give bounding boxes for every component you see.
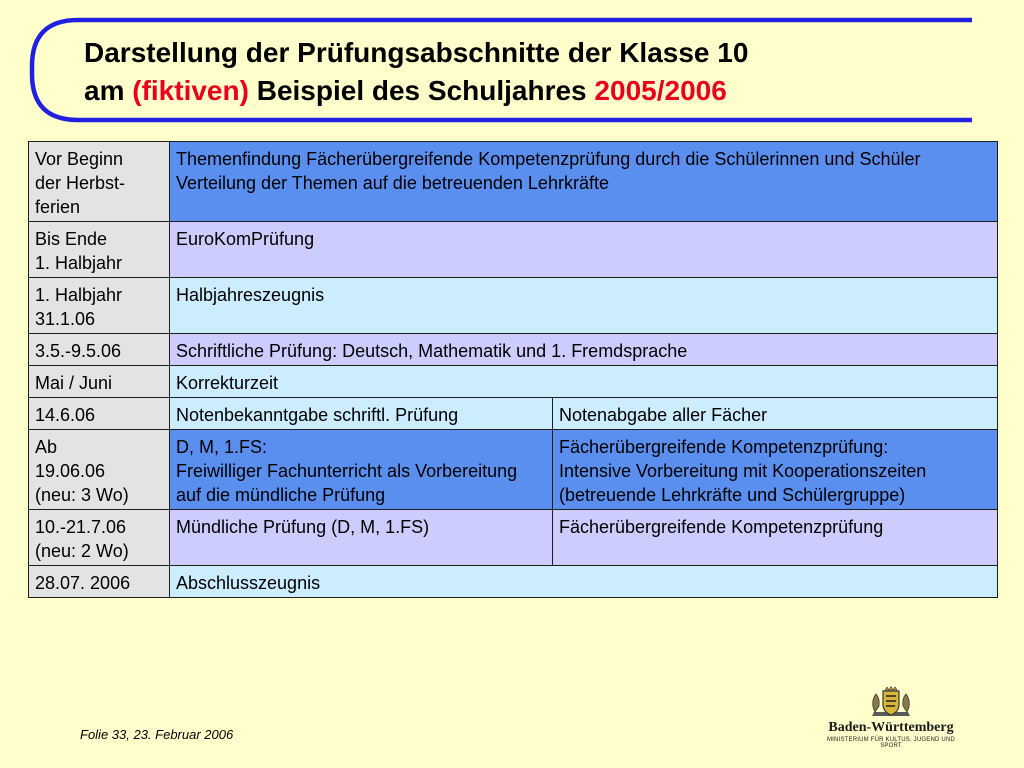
date-line: 1. Halbjahr (35, 253, 123, 273)
activity-cell (170, 278, 998, 334)
table-row (29, 510, 998, 566)
activity-cell (170, 430, 553, 510)
logo-subtitle: MINISTERIUM FÜR KULTUS, JUGEND UND SPORT (826, 737, 956, 749)
activity-cell (170, 510, 553, 566)
date-line: Bis Ende (35, 229, 108, 249)
date-cell (29, 142, 170, 222)
date-line: 10.-21.7.06 (35, 517, 127, 537)
activity-line: EuroKomPrüfung (176, 229, 315, 249)
date-line: Vor Beginn (35, 149, 124, 169)
title-year: 2005/2006 (594, 75, 727, 106)
table-row (29, 366, 998, 398)
date-cell (29, 366, 170, 398)
logo-name: Baden-Württemberg (828, 720, 954, 735)
activity-cell (170, 222, 998, 278)
date-line: 31.1.06 (35, 309, 96, 329)
activity-cell (170, 142, 998, 222)
activity-line: Verteilung der Themen auf die betreuenden Lehrkräfte (176, 173, 609, 193)
date-line: (neu: 3 Wo) (35, 485, 129, 505)
activity-line: D, M, 1.FS: (176, 437, 268, 457)
activity-line: Schriftliche Prüfung: Deutsch, Mathematik und 1. Fremdsprache (176, 341, 688, 361)
title-text: Beispiel des Schuljahres (248, 75, 595, 106)
date-cell (29, 566, 170, 598)
date-line: ferien (35, 197, 81, 217)
activity-cell (170, 566, 998, 598)
date-line: 28.07. 2006 (35, 573, 131, 593)
table-row (29, 430, 998, 510)
date-line: 19.06.06 (35, 461, 106, 481)
activity-line: Abschlusszeugnis (176, 573, 321, 593)
ministry-logo (816, 686, 966, 749)
date-cell (29, 398, 170, 430)
activity-line: Themenfindung Fächerübergreifende Kompetenzprüfung durch die Schülerinnen und Schüler (176, 149, 921, 169)
table-row (29, 566, 998, 598)
title-line-1: Darstellung der Prüfungsabschnitte der Klasse 10 (84, 37, 749, 68)
schedule-table-body (29, 142, 998, 598)
schedule-table (28, 141, 998, 598)
activity-line: Intensive Vorbereitung mit Kooperationszeiten (betreuende Lehrkräfte und Schülergruppe) (559, 461, 927, 505)
activity-line: Halbjahreszeugnis (176, 285, 325, 305)
title-highlight: (fiktiven) (132, 75, 249, 106)
activity-cell (553, 398, 998, 430)
title-line-2 (84, 72, 964, 110)
date-line: 3.5.-9.5.06 (35, 341, 122, 361)
activity-line: Fächerübergreifende Kompetenzprüfung (559, 517, 884, 537)
date-cell (29, 222, 170, 278)
table-row (29, 142, 998, 222)
date-cell (29, 334, 170, 366)
page-title (84, 34, 964, 110)
activity-line: Mündliche Prüfung (D, M, 1.FS) (176, 517, 430, 537)
activity-cell (553, 430, 998, 510)
activity-line: Fächerübergreifende Kompetenzprüfung: (559, 437, 889, 457)
date-line: (neu: 2 Wo) (35, 541, 129, 561)
activity-line: Notenabgabe aller Fächer (559, 405, 768, 425)
date-line: Mai / Juni (35, 373, 113, 393)
activity-cell (170, 366, 998, 398)
activity-line: Korrekturzeit (176, 373, 279, 393)
date-cell (29, 278, 170, 334)
coat-of-arms-icon (866, 686, 916, 720)
activity-cell (553, 510, 998, 566)
activity-cell (170, 398, 553, 430)
table-row (29, 398, 998, 430)
date-line: 14.6.06 (35, 405, 96, 425)
activity-cell (170, 334, 998, 366)
date-line: Ab (35, 437, 58, 457)
table-row (29, 222, 998, 278)
table-row (29, 334, 998, 366)
activity-line: Freiwilliger Fachunterricht als Vorbereitung auf die mündliche Prüfung (176, 461, 518, 505)
date-line: 1. Halbjahr (35, 285, 123, 305)
table-row (29, 278, 998, 334)
date-cell (29, 510, 170, 566)
title-text: am (84, 75, 133, 106)
date-line: der Herbst- (35, 173, 126, 193)
activity-line: Notenbekanntgabe schriftl. Prüfung (176, 405, 459, 425)
date-cell (29, 430, 170, 510)
footer-slide-info: Folie 33, 23. Februar 2006 (80, 727, 234, 742)
